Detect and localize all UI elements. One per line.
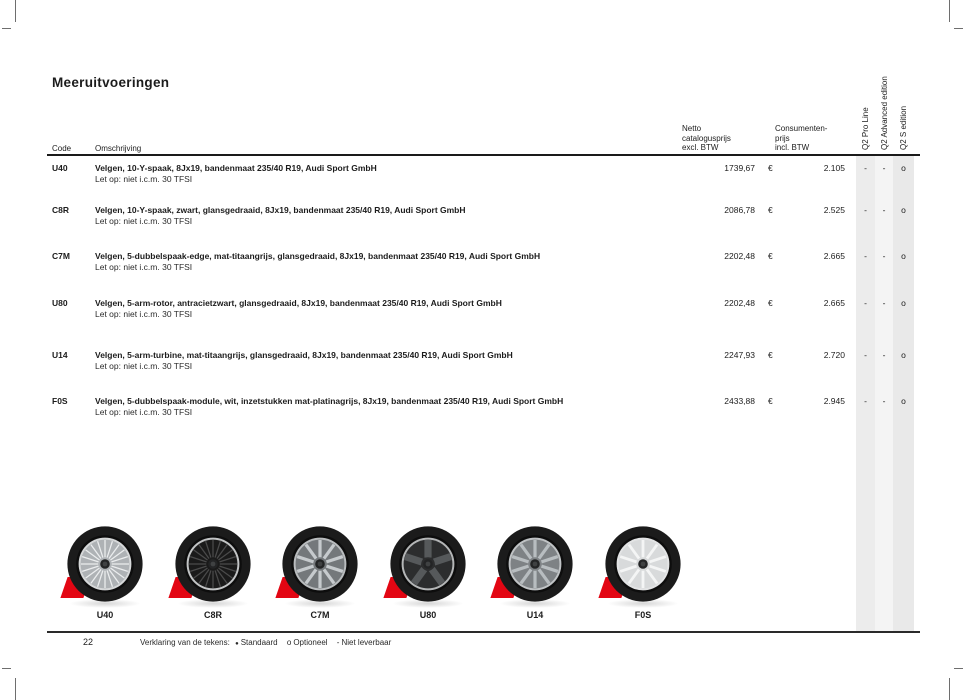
trim-column-stripe (856, 156, 875, 631)
option-description: Velgen, 5-dubbelspaak-edge, mat-titaangrijs, glansgedraaid, 8Jx19, bandenmaat 235/40 R19, Audi Sport GmbH (95, 251, 541, 261)
tire-icon (280, 524, 360, 604)
crop-mark (2, 28, 11, 29)
currency-symbol: € (768, 251, 773, 261)
availability-pro-line: - (864, 396, 867, 406)
option-description-cell (95, 298, 675, 320)
wheel-image-u80 (386, 524, 470, 624)
column-header-description: Omschrijving (95, 144, 142, 153)
tire-icon (173, 524, 253, 604)
option-description-cell (95, 163, 675, 185)
wheel-image-c8r (171, 524, 255, 624)
availability-pro-line: - (864, 298, 867, 308)
wheel-label: U40 (96, 610, 114, 620)
footer-rule (47, 631, 920, 633)
column-header-consumer-price: Consumenten- prijs incl. BTW (775, 124, 828, 152)
currency-symbol: € (768, 350, 773, 360)
column-header-net-price: Netto catalogusprijs excl. BTW (682, 124, 731, 152)
availability-s-edition: o (901, 251, 906, 261)
option-code: U14 (52, 350, 68, 360)
consumer-price: 2.105 (823, 163, 845, 173)
availability-advanced-edition: - (882, 396, 886, 406)
availability-s-edition: o (901, 396, 906, 406)
option-code: U80 (52, 298, 68, 308)
legend-not-available-text: Niet leverbaar (341, 638, 392, 647)
wheel-image-c7m (278, 524, 362, 624)
consumer-price: 2.665 (823, 251, 845, 261)
legend-standard-symbol: ● (235, 641, 239, 647)
option-code: C7M (52, 251, 70, 261)
currency-symbol: € (768, 163, 773, 173)
net-price: 2202,48 (724, 298, 755, 308)
crop-mark (15, 678, 16, 700)
availability-pro-line: - (864, 205, 867, 215)
currency-symbol: € (768, 205, 773, 215)
net-price: 2247,93 (724, 350, 755, 360)
option-description: Velgen, 5-arm-turbine, mat-titaangrijs, glansgedraaid, 8Jx19, bandenmaat 235/40 R19, Audi Sport GmbH (95, 350, 513, 360)
option-note: Let op: niet i.c.m. 30 TFSI (95, 216, 193, 226)
option-description-cell (95, 350, 675, 372)
crop-mark (949, 0, 950, 22)
availability-pro-line: - (864, 251, 867, 261)
column-header-q2-pro-line: Q2 Pro Line (861, 107, 870, 150)
wheel-label: C8R (203, 610, 222, 620)
availability-advanced-edition: - (882, 350, 886, 360)
wheel-label: C7M (310, 610, 330, 620)
availability-s-edition: o (901, 298, 906, 308)
option-description: Velgen, 5-dubbelspaak-module, wit, inzetstukken mat-platinagrijs, 8Jx19, bandenmaat 235/40 R19, Audi Sport GmbH (95, 396, 564, 406)
currency-symbol: € (768, 396, 773, 406)
wheel-label: U14 (526, 610, 544, 620)
availability-advanced-edition: - (882, 298, 886, 308)
net-price: 2086,78 (724, 205, 755, 215)
legend-not-available-symbol: - (336, 638, 340, 647)
page-title: Meeruitvoeringen (52, 75, 170, 91)
net-price: 2202,48 (724, 251, 755, 261)
option-description-cell (95, 205, 675, 227)
option-note: Let op: niet i.c.m. 30 TFSI (95, 407, 193, 417)
wheel-image-f0s (601, 524, 685, 624)
crop-mark (954, 28, 963, 29)
tire-icon (495, 524, 575, 604)
option-description-cell (95, 396, 675, 418)
trim-column-stripe (893, 156, 914, 631)
availability-pro-line: - (864, 163, 867, 173)
availability-s-edition: o (901, 205, 906, 215)
net-price: 1739,67 (724, 163, 755, 173)
option-code: F0S (52, 396, 68, 406)
header-rule (47, 154, 920, 156)
tire-icon (603, 524, 683, 604)
legend-optional-text: Optioneel (293, 638, 328, 647)
crop-mark (15, 0, 16, 22)
option-note: Let op: niet i.c.m. 30 TFSI (95, 174, 193, 184)
availability-advanced-edition: - (882, 205, 886, 215)
wheel-image-u14 (493, 524, 577, 624)
option-note: Let op: niet i.c.m. 30 TFSI (95, 309, 193, 319)
net-price: 2433,88 (724, 396, 755, 406)
consumer-price: 2.525 (823, 205, 845, 215)
availability-s-edition: o (901, 350, 906, 360)
column-header-q2-advanced-edition: Q2 Advanced edition (880, 76, 889, 150)
crop-mark (954, 668, 963, 669)
option-note: Let op: niet i.c.m. 30 TFSI (95, 262, 193, 272)
availability-advanced-edition: - (882, 251, 886, 261)
availability-pro-line: - (864, 350, 867, 360)
legend (140, 638, 394, 647)
legend-label: Verklaring van de tekens: (140, 638, 230, 647)
tire-icon (388, 524, 468, 604)
option-description: Velgen, 10-Y-spaak, zwart, glansgedraaid, 8Jx19, bandenmaat 235/40 R19, Audi Sport GmbH (95, 205, 466, 215)
option-description: Velgen, 5-arm-rotor, antracietzwart, glansgedraaid, 8Jx19, bandenmaat 235/40 R19, Audi Sport GmbH (95, 298, 502, 308)
column-header-code: Code (52, 144, 72, 153)
option-code: U40 (52, 163, 68, 173)
consumer-price: 2.665 (823, 298, 845, 308)
wheel-image-u40 (63, 524, 147, 624)
currency-symbol: € (768, 298, 773, 308)
crop-mark (949, 678, 950, 700)
wheel-label: U80 (419, 610, 437, 620)
option-note: Let op: niet i.c.m. 30 TFSI (95, 361, 193, 371)
availability-advanced-edition: - (882, 163, 886, 173)
column-header-q2-s-edition: Q2 S edition (899, 105, 908, 150)
legend-standard-text: Standaard (240, 638, 278, 647)
consumer-price: 2.945 (823, 396, 845, 406)
page-number: 22 (83, 637, 94, 647)
option-code: C8R (52, 205, 70, 215)
option-description-cell (95, 251, 675, 273)
crop-mark (2, 668, 11, 669)
trim-column-stripe (875, 156, 893, 631)
legend-optional-symbol: o (286, 638, 292, 647)
tire-icon (65, 524, 145, 604)
consumer-price: 2.720 (823, 350, 845, 360)
availability-s-edition: o (901, 163, 906, 173)
wheel-label: F0S (634, 610, 652, 620)
option-description: Velgen, 10-Y-spaak, 8Jx19, bandenmaat 235/40 R19, Audi Sport GmbH (95, 163, 377, 173)
